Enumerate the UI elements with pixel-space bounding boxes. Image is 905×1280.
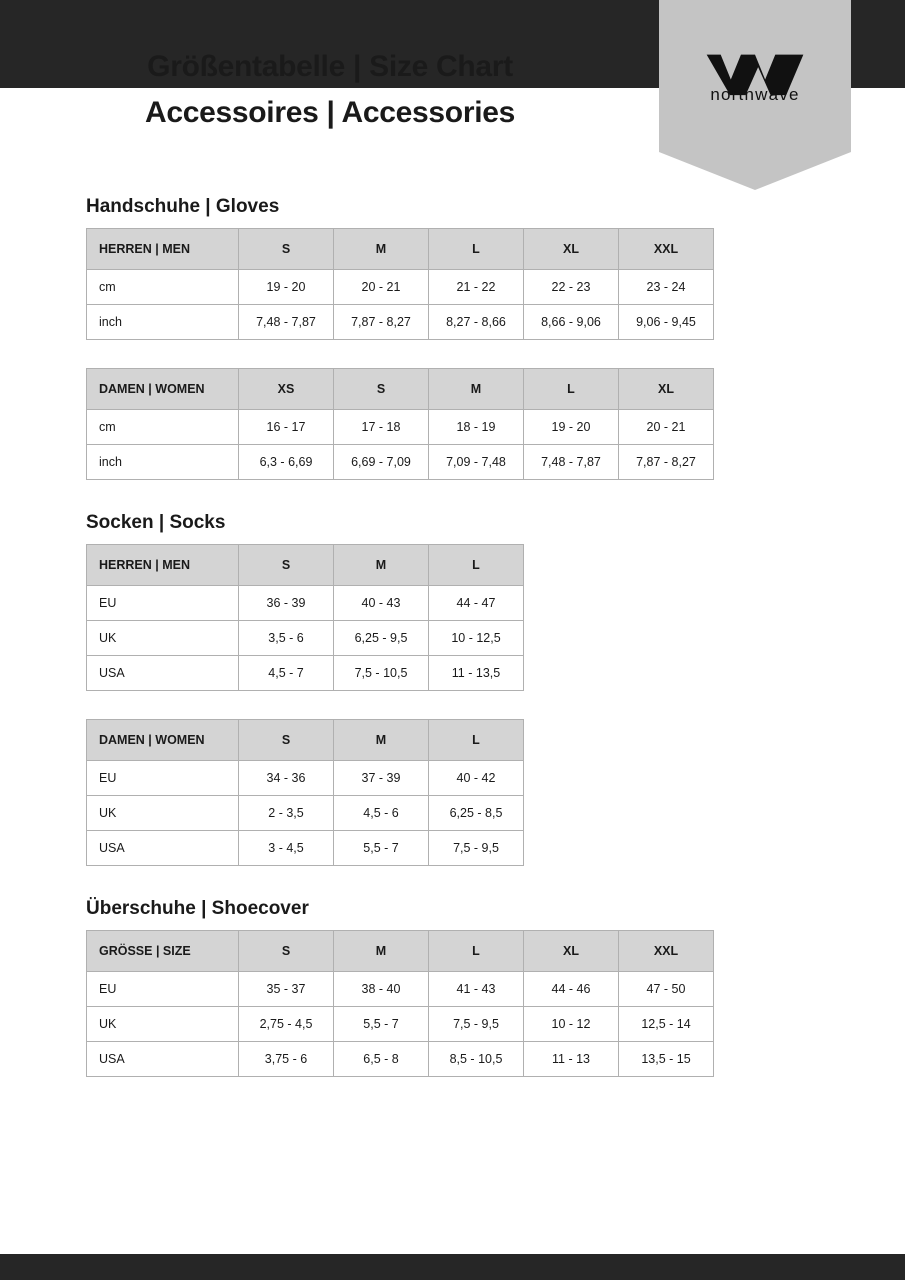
table-cell: 4,5 - 7 [239,656,334,691]
table-header-cell: DAMEN | WOMEN [87,369,239,410]
table-header-cell: M [334,931,429,972]
table-cell: 3,5 - 6 [239,621,334,656]
table-cell: EU [87,586,239,621]
table-header-cell: M [334,720,429,761]
title-line-accessories: Accessoires | Accessories [144,96,516,129]
table-cell: 18 - 19 [429,410,524,445]
table-row [87,972,714,1007]
table-cell: 8,5 - 10,5 [429,1042,524,1077]
table-cell: 5,5 - 7 [334,831,429,866]
table-row-header [87,720,524,761]
table-cell: 2,75 - 4,5 [239,1007,334,1042]
table-cell: 3,75 - 6 [239,1042,334,1077]
table-cell: 6,69 - 7,09 [334,445,429,480]
table-cell: 40 - 43 [334,586,429,621]
table-cell: EU [87,972,239,1007]
table-cell: 11 - 13 [524,1042,619,1077]
table-socks-men [86,544,524,691]
table-socks-women [86,719,524,866]
table-cell: 36 - 39 [239,586,334,621]
table-header-cell: XXL [619,931,714,972]
table-cell: 40 - 42 [429,761,524,796]
svg-text:northwave: northwave [710,85,800,104]
table-cell: 13,5 - 15 [619,1042,714,1077]
table-cell: 35 - 37 [239,972,334,1007]
table-shoecover [86,930,714,1077]
table-cell: UK [87,621,239,656]
table-cell: 19 - 20 [239,270,334,305]
table-header-cell: M [334,545,429,586]
table-row-header [87,931,714,972]
table-cell: 11 - 13,5 [429,656,524,691]
table-cell: cm [87,270,239,305]
section-title-gloves: Handschuhe | Gloves [86,196,280,217]
table-cell: 6,5 - 8 [334,1042,429,1077]
table-cell: 6,3 - 6,69 [239,445,334,480]
table-header-cell: DAMEN | WOMEN [87,720,239,761]
table-cell: 7,5 - 9,5 [429,831,524,866]
table-cell: 47 - 50 [619,972,714,1007]
table-row-header [87,369,714,410]
table-cell: 21 - 22 [429,270,524,305]
table-header-cell: L [429,229,524,270]
section-shoecover [86,894,905,1077]
table-cell: UK [87,796,239,831]
table-row [87,586,524,621]
table-cell: 5,5 - 7 [334,1007,429,1042]
table-row [87,1007,714,1042]
table-cell: 17 - 18 [334,410,429,445]
table-cell: 7,48 - 7,87 [239,305,334,340]
table-cell: 9,06 - 9,45 [619,305,714,340]
table-cell: 7,5 - 10,5 [334,656,429,691]
section-socks [86,508,905,866]
table-row [87,305,714,340]
table-header-cell: S [239,720,334,761]
table-gloves-women [86,368,714,480]
table-header-cell: GRÖSSE | SIZE [87,931,239,972]
table-cell: 20 - 21 [619,410,714,445]
table-cell: 38 - 40 [334,972,429,1007]
table-cell: 37 - 39 [334,761,429,796]
table-row [87,410,714,445]
table-row-header [87,229,714,270]
page-title [0,46,660,134]
table-cell: 6,25 - 9,5 [334,621,429,656]
table-header-cell: L [429,720,524,761]
table-header-cell: XL [524,931,619,972]
table-cell: UK [87,1007,239,1042]
table-cell: EU [87,761,239,796]
northwave-logo-badge [659,0,851,190]
table-header-cell: L [429,545,524,586]
table-header-cell: XXL [619,229,714,270]
table-gloves-men [86,228,714,340]
section-title-shoecover: Überschuhe | Shoecover [86,898,309,919]
title-line-german: Größentabelle | Size Chart [147,50,513,83]
table-cell: 7,48 - 7,87 [524,445,619,480]
table-cell: 44 - 47 [429,586,524,621]
table-cell: inch [87,305,239,340]
table-cell: 10 - 12,5 [429,621,524,656]
section-gloves [86,196,905,480]
table-cell: 34 - 36 [239,761,334,796]
table-cell: USA [87,656,239,691]
table-cell: 7,87 - 8,27 [334,305,429,340]
table-cell: USA [87,831,239,866]
table-cell: inch [87,445,239,480]
table-row-header [87,545,524,586]
table-cell: USA [87,1042,239,1077]
table-row [87,1042,714,1077]
table-header-cell: S [239,229,334,270]
table-cell: 16 - 17 [239,410,334,445]
table-cell: 23 - 24 [619,270,714,305]
table-header-cell: M [429,369,524,410]
table-cell: 44 - 46 [524,972,619,1007]
table-row [87,656,524,691]
table-cell: 7,87 - 8,27 [619,445,714,480]
table-cell: cm [87,410,239,445]
table-header-cell: L [429,931,524,972]
table-row [87,270,714,305]
table-cell: 12,5 - 14 [619,1007,714,1042]
table-cell: 7,09 - 7,48 [429,445,524,480]
table-row [87,796,524,831]
table-cell: 20 - 21 [334,270,429,305]
table-header-cell: HERREN | MEN [87,545,239,586]
table-header-cell: S [239,545,334,586]
table-cell: 7,5 - 9,5 [429,1007,524,1042]
table-row [87,831,524,866]
table-header-cell: M [334,229,429,270]
table-header-cell: XS [239,369,334,410]
table-cell: 8,66 - 9,06 [524,305,619,340]
section-title-socks: Socken | Socks [86,512,226,533]
table-header-cell: S [334,369,429,410]
footer-bar [0,1254,905,1280]
table-cell: 8,27 - 8,66 [429,305,524,340]
table-row [87,445,714,480]
table-cell: 41 - 43 [429,972,524,1007]
table-cell: 3 - 4,5 [239,831,334,866]
table-header-cell: XL [524,229,619,270]
table-cell: 4,5 - 6 [334,796,429,831]
table-row [87,621,524,656]
table-header-cell: HERREN | MEN [87,229,239,270]
table-cell: 10 - 12 [524,1007,619,1042]
table-cell: 22 - 23 [524,270,619,305]
content-area [0,196,905,1105]
table-row [87,761,524,796]
table-header-cell: XL [619,369,714,410]
table-cell: 6,25 - 8,5 [429,796,524,831]
table-header-cell: L [524,369,619,410]
table-cell: 19 - 20 [524,410,619,445]
table-header-cell: S [239,931,334,972]
table-cell: 2 - 3,5 [239,796,334,831]
